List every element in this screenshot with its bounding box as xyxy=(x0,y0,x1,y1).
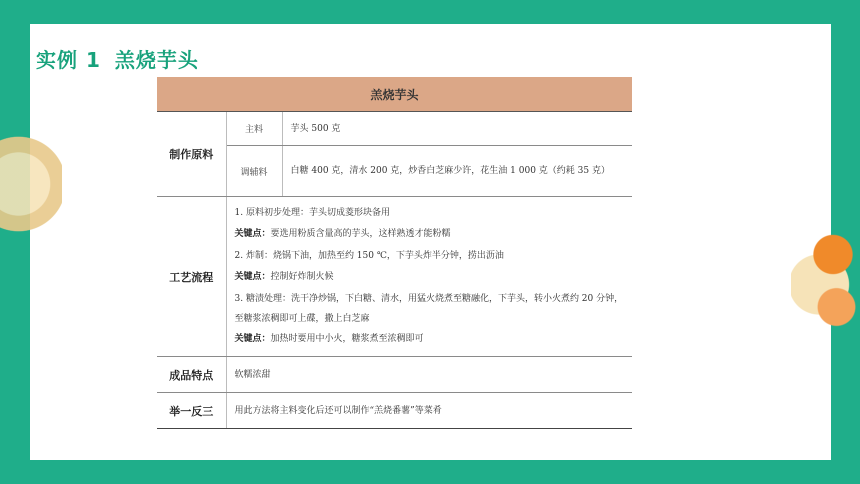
main-ingredient-value: 芋头 500 克 xyxy=(282,112,632,146)
category-extend: 举一反三 xyxy=(157,393,226,429)
key-point-3: 关键点：加热时要用中小火，糖浆煮至浓稠即可 xyxy=(234,333,424,344)
extend-value: 用此方法将主料变化后还可以制作“羔烧番薯”等菜肴 xyxy=(226,393,632,429)
recipe-table xyxy=(157,77,632,429)
table-header: 羔烧芋头 xyxy=(157,77,632,112)
category-process: 工艺流程 xyxy=(157,197,226,357)
process-step-3: 3. 糖渍处理：洗干净炒锅，下白糖、清水，用猛火烧煮至糖融化，下芋头，转小火煮约 20 分钟，至糖浆浓稠即可上碟，撒上白芝麻 xyxy=(234,293,624,324)
main-ingredient-label: 主料 xyxy=(226,112,282,146)
seasoning-label: 调辅料 xyxy=(226,146,282,197)
slide-title xyxy=(36,44,199,72)
process-step-1: 1. 原料初步处理：芋头切成菱形块备用 xyxy=(234,207,390,218)
example-label: 实例 1 xyxy=(36,47,101,72)
features-value: 软糯浓甜 xyxy=(226,357,632,393)
example-title: 羔烧芋头 xyxy=(114,47,199,72)
key-point-1: 关键点：要选用粉质含量高的芋头，这样熟透才能粉糯 xyxy=(234,229,451,240)
seasoning-value: 白糖 400 克，清水 200 克，炒香白芝麻少许，花生油 1 000 克（约耗 35 克） xyxy=(282,146,632,197)
process-steps xyxy=(226,197,632,357)
category-features: 成品特点 xyxy=(157,357,226,393)
category-ingredients: 制作原料 xyxy=(157,112,226,197)
decorative-food-image-left xyxy=(0,119,62,249)
decorative-food-image-right xyxy=(791,202,860,352)
process-step-2: 2. 炸制：烧锅下油，加热至约 150 ℃，下芋头炸半分钟，捞出沥油 xyxy=(234,250,504,261)
key-point-2: 关键点：控制好炸制火候 xyxy=(234,272,334,283)
